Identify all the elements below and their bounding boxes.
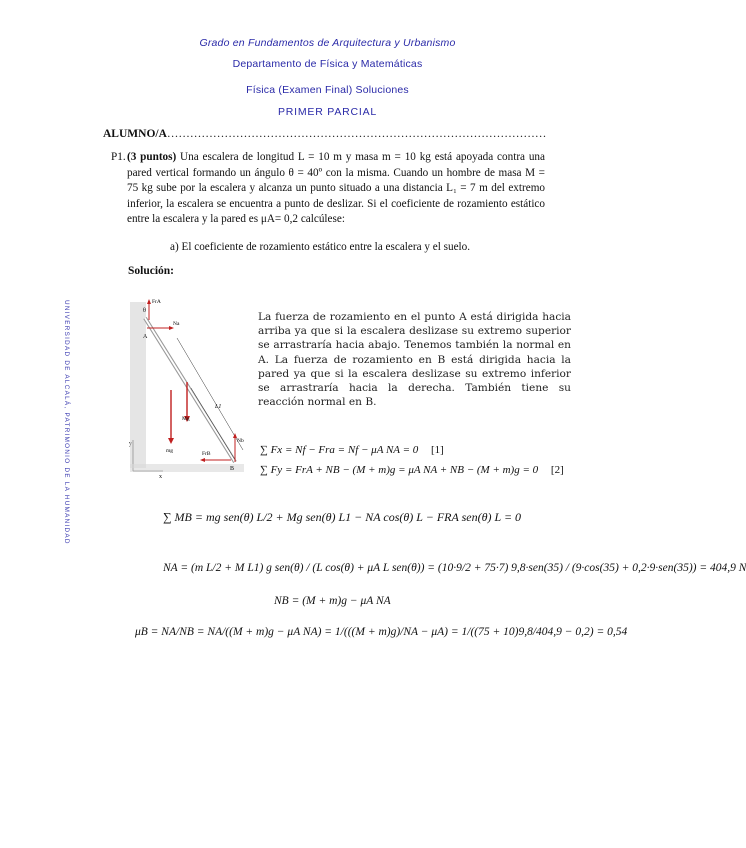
degree-title: Grado en Fundamentos de Arquitectura y Urbanismo (199, 37, 456, 49)
mg-label: Mg (182, 416, 190, 422)
problem-text: Una escalera de longitud L = 10 m y masa m = 10 kg está apoyada contra una pared vertical formando un ángulo θ = 40º con la misma. Cuando un hombre de masa M = 75 kg sube por la escalera y alcanza un punto situado a una distancia L₁ = 7 m del extremo inferior, la escalera se encuentra a punto de deslizar. Si el coeficiente de rozamiento estático entre la escalera y la pared es μA= 0,2 calcúlese: (127, 151, 545, 225)
mub-equation: μB = NA/NB = NA/((M + m)g − μA NA) = 1/(((M + m)g)/NA − μA) = 1/((75 + 10)9,8/404,9 − 0,2) = 0,54 (135, 626, 628, 638)
ladder-inner (145, 318, 235, 462)
student-dots: ……………………………………………………………………………………… (166, 128, 547, 140)
department-title: Departamento de Física y Matemáticas (232, 58, 423, 70)
point-b-label: B (230, 466, 235, 472)
problem-label: P1. (111, 151, 126, 163)
student-name-line (103, 128, 546, 140)
ladder-weight-label: mg (166, 448, 174, 454)
problem-statement (111, 150, 545, 228)
ladder-weight-arrowhead (168, 438, 174, 444)
equation-1: ∑ Fx = Nf − Fra = Nf − μA NA = 0 [1] (260, 444, 444, 456)
wall (130, 302, 146, 468)
part-title: PRIMER PARCIAL (277, 106, 378, 118)
equation-2: ∑ Fy = FrA + NB − (M + m)g = μA NA + NB − (M + m)g = 0 [2] (260, 464, 564, 476)
floor (130, 464, 244, 472)
frb-label: FrB (202, 451, 211, 457)
na-equation: NA = (m L/2 + M L1) g sen(θ) / (L cos(θ) + μA L sen(θ)) = (10·9/2 + 75·7) 9,8·sen(35) / (9·cos(35) + 0,2·9·sen(35)) = 404,9 N (163, 562, 746, 574)
ladder-diagram (127, 290, 247, 480)
frb-arrowhead (200, 458, 205, 462)
point-a-label: A (143, 334, 148, 340)
x-axis-label: x (159, 474, 162, 480)
moment-equation: ∑ MB = mg sen(θ) L/2 + Mg sen(θ) L1 − NA cos(θ) L − FRA sen(θ) L = 0 (163, 510, 522, 524)
university-sidebar (60, 300, 74, 550)
exam-title: Física (Examen Final) Soluciones (246, 84, 409, 96)
university-sidebar-text: UNIVERSIDAD DE ALCALÁ, PATRIMONIO DE LA HUMANIDAD (63, 300, 70, 545)
solution-label: Solución: (128, 265, 175, 277)
fra-arrowhead (147, 299, 151, 304)
nb-equation: NB = (M + m)g − μA NA (274, 595, 391, 607)
theta-label: θ (143, 308, 146, 314)
question-a: a) El coeficiente de rozamiento estático entre la escalera y el suelo. (170, 241, 471, 253)
student-label: ALUMNO/A (103, 128, 167, 140)
l1-label: L1 (215, 404, 222, 410)
problem-points: (3 puntos) (127, 151, 177, 163)
nb-label: Nb (237, 438, 244, 444)
na-label: Na (173, 321, 180, 327)
solution-explanation: La fuerza de rozamiento en el punto A está dirigida hacia arriba ya que si la escalera deslizase su extremo superior se arrastraría hacia abajo. Tenemos también la normal en A. La fuerza de rozamiento en B está dirigida hacia la pared ya que si la escalera deslizase su extremo inferior se arrastraría hacia la derecha. También tiene su reacción normal en B. (258, 311, 571, 409)
fra-label: FrA (152, 299, 161, 305)
